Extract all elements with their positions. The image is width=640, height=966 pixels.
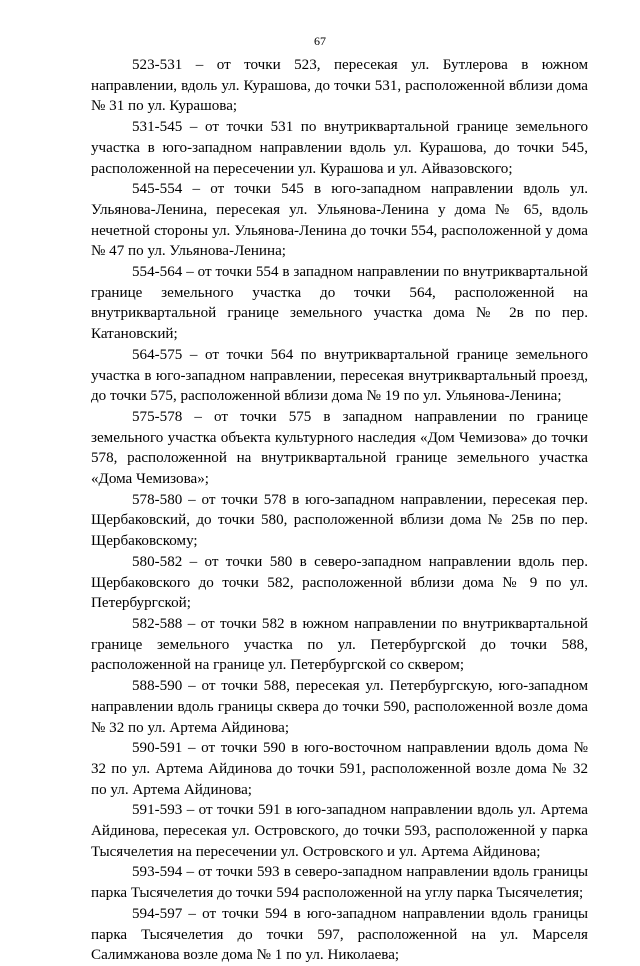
paragraph-580-582: 580-582 – от точки 580 в северо-западном направлении вдоль пер. Щербаковского до точки 582, расположенной вблизи дома № 9 по ул. Петербургской; [91, 553, 588, 612]
paragraph-590-591: 590-591 – от точки 590 в юго-восточном направлении вдоль дома № 32 по ул. Артема Айдинова до точки 591, расположенной возле дома № 32 по ул. Артема Айдинова; [91, 740, 588, 798]
paragraph-578-580: 578-580 – от точки 578 в юго-западном направлении, пересекая пер. Щербаковский, до точки 580, расположенной вблизи дома № 25в по пер. Щербаковскому; [91, 491, 588, 550]
paragraph-554-564: 554-564 – от точки 554 в западном направлении по внутриквартальной границе земельного участка до точки 564, расположенной на внутриквартальной границе земельного участка дома № 2в по пер. Катановский; [91, 264, 588, 343]
paragraph-588-590: 588-590 – от точки 588, пересекая ул. Петербургскую, юго-западном направлении вдоль границы сквера до точки 590, расположенной возле дома № 32 по ул. Артема Айдинова; [91, 678, 588, 736]
paragraph-594-597: 594-597 – от точки 594 в юго-западном направлении вдоль границы парка Тысячелетия до точки 597, расположенной на ул. Марселя Салимжанова возле дома № 1 по ул. Николаева; [91, 905, 588, 964]
paragraph-564-575: 564-575 – от точки 564 по внутриквартальной границе земельного участка в юго-западном направлении, пересекая внутриквартальный проезд, до точки 575, расположенной вблизи дома № 19 по ул. Ульянова-Ленина; [91, 346, 588, 405]
paragraph-523-531: 523-531 – от точки 523, пересекая ул. Бутлерова в южном направлении, вдоль ул. Курашова, до точки 531, расположенной вблизи дома № 31 по ул. Курашова; [91, 57, 588, 115]
paragraph-545-554: 545-554 – от точки 545 в юго-западном направлении вдоль ул. Ульянова-Ленина, пересекая ул. Ульянова-Ленина у дома № 65, вдоль нечетной стороны ул. Ульянова-Ленина до точки 554, расположенной у дома № 47 по ул. Ульянова-Ленина; [91, 181, 588, 260]
paragraph-582-588: 582-588 – от точки 582 в южном направлении по внутриквартальной границе земельного участка по ул. Петербургской до точки 588, расположенной на границе ул. Петербургской со сквером; [91, 615, 588, 674]
paragraph-531-545: 531-545 – от точки 531 по внутриквартальной границе земельного участка в юго-западном направлении вдоль ул. Курашова, до точки 545, расположенной на пересечении ул. Курашова и ул. Айвазовского; [91, 119, 588, 177]
page-number: 67 [314, 34, 326, 48]
paragraph-575-578: 575-578 – от точки 575 в западном направлении по границе земельного участка объекта культурного наследия «Дом Чемизова» до точки 578, расположенной на внутриквартальной границе земельного участка «Дома Чемизова»; [91, 408, 588, 488]
paragraph-593-594: 593-594 – от точки 593 в северо-западном направлении вдоль границы парка Тысячелетия до точки 594 расположенной на углу парка Тысячелетия; [91, 864, 588, 902]
paragraph-591-593: 591-593 – от точки 591 в юго-западном направлении вдоль ул. Артема Айдинова, пересекая ул. Островского, до точки 593, расположенной у парка Тысячелетия на пересечении ул. Островского и ул. Артема Айдинова; [91, 802, 588, 860]
document-body [91, 55, 588, 966]
